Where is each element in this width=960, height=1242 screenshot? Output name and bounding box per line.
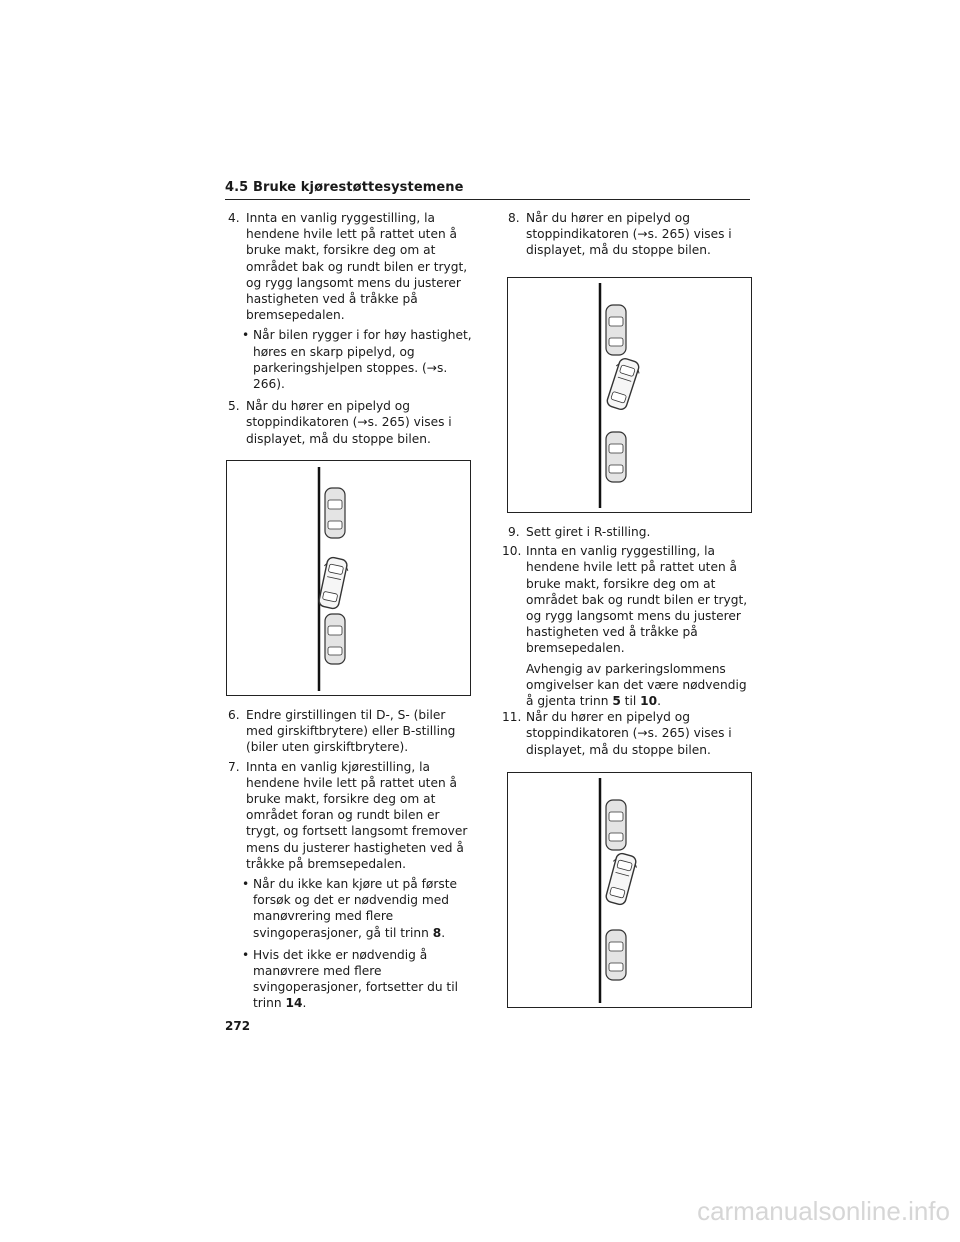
step-4 xyxy=(228,210,473,323)
right-column-top xyxy=(508,210,753,262)
step-text: Innta en vanlig kjørestilling, la hendene hvile lett på rattet uten å bruke makt, forsikre deg om at området foran og rundt bilen er trygt, og fortsett langsomt fremover mens du justerer hastigheten ved å tråkke på bremsepedalen. xyxy=(246,759,468,871)
parked-car-rear-icon xyxy=(325,614,345,664)
right-column-middle xyxy=(502,524,754,761)
bullet-dot: • xyxy=(242,877,250,892)
note-text: Avhengig av parkeringslommens omgivelser kan det være nødvendig å gjenta trinn xyxy=(526,661,747,709)
step-text: Innta en vanlig ryggestilling, la hendene hvile lett på rattet uten å bruke makt, forsikre deg om at området bak og rundt bilen er trygt, og rygg langsomt mens du justerer hastigheten ved å tråkke på bremsepedalen. xyxy=(526,544,748,656)
step-text: Innta en vanlig ryggestilling, la hendene hvile lett på rattet uten å bruke makt, forsikre deg om at området bak og rundt bilen er trygt, og rygg langsomt mens du justerer hastigheten ved å tråkke på bremsepedalen. xyxy=(246,211,468,323)
bullet-text: Hvis det ikke er nødvendig å manøvrere med flere svingoperasjoner, fortsetter du til trinn xyxy=(253,947,458,1011)
step-number: 4. xyxy=(228,211,240,225)
step-text: Når du hører en pipelyd og stoppindikatoren (→s. 265) vises i displayet, må du stoppe bilen. xyxy=(246,399,452,446)
step-text: Endre girstillingen til D-, S- (biler med girskiftbrytere) eller B-stilling (biler uten girskiftbrytere). xyxy=(246,708,456,755)
header-divider xyxy=(225,199,750,200)
own-car-icon xyxy=(603,852,639,907)
step-number: 9. xyxy=(508,525,520,539)
page-number: 272 xyxy=(225,1019,251,1033)
note-text-end: . xyxy=(657,694,661,709)
step-text: Sett giret i R-stilling. xyxy=(526,525,651,539)
step-reference: 10 xyxy=(640,694,658,709)
step-10-note xyxy=(502,661,754,710)
step-reference: 14 xyxy=(285,996,303,1011)
step-number: 5. xyxy=(228,399,240,414)
step-8 xyxy=(508,210,753,259)
step-10 xyxy=(502,543,754,656)
step-number: 8. xyxy=(508,211,520,225)
step-number: 6. xyxy=(228,708,240,722)
parking-illustration xyxy=(508,773,751,1007)
parked-car-rear-icon xyxy=(606,432,626,482)
step-6 xyxy=(228,707,473,756)
parking-illustration xyxy=(508,278,751,512)
note-text-mid: til xyxy=(620,694,641,709)
step-number: 11. xyxy=(502,710,522,725)
parking-illustration xyxy=(227,461,470,695)
parked-car-rear-icon xyxy=(606,930,626,980)
parked-car-front-icon xyxy=(325,488,345,538)
step-7-bullet-1 xyxy=(228,876,473,941)
step-text: Når du hører en pipelyd og stoppindikatoren (→s. 265) vises i displayet, må du stoppe bilen. xyxy=(526,710,732,757)
own-car-icon xyxy=(316,556,350,610)
step-7-bullet-2 xyxy=(228,947,473,1012)
step-text: Når du hører en pipelyd og stoppindikatoren (→s. 265) vises i displayet, må du stoppe bilen. xyxy=(526,211,732,258)
left-column-lower xyxy=(228,707,473,1018)
section-header xyxy=(225,180,750,195)
parked-car-front-icon xyxy=(606,800,626,850)
parking-diagram-3 xyxy=(507,772,752,1008)
watermark: carmanualsonline.info xyxy=(697,1196,950,1226)
step-4-bullet xyxy=(228,327,473,392)
own-car-icon xyxy=(604,357,642,412)
section-title: 4.5 Bruke kjørestøttesystemene xyxy=(225,180,464,195)
step-number: 10. xyxy=(502,544,522,559)
parking-diagram-2 xyxy=(507,277,752,513)
step-reference: 8 xyxy=(432,925,442,940)
bullet-text-end: . xyxy=(441,925,446,940)
left-column xyxy=(228,210,473,450)
bullet-text-end: . xyxy=(302,996,307,1011)
step-reference: 5 xyxy=(612,694,621,709)
bullet-dot: • xyxy=(242,328,250,343)
bullet-text: Når du ikke kan kjøre ut på første forsøk og det er nødvendig med manøvrering med flere svingoperasjoner, gå til trinn xyxy=(253,877,458,940)
step-number: 7. xyxy=(228,759,240,774)
step-9 xyxy=(502,524,754,540)
parking-diagram-1 xyxy=(226,460,471,696)
step-5 xyxy=(228,398,473,447)
step-11 xyxy=(502,709,754,758)
step-7 xyxy=(228,759,473,872)
parked-car-front-icon xyxy=(606,305,626,355)
bullet-dot: • xyxy=(242,947,250,962)
bullet-text: Når bilen rygger i for høy hastighet, høres en skarp pipelyd, og parkeringshjelpen stoppes. (→s. 266). xyxy=(253,328,472,392)
